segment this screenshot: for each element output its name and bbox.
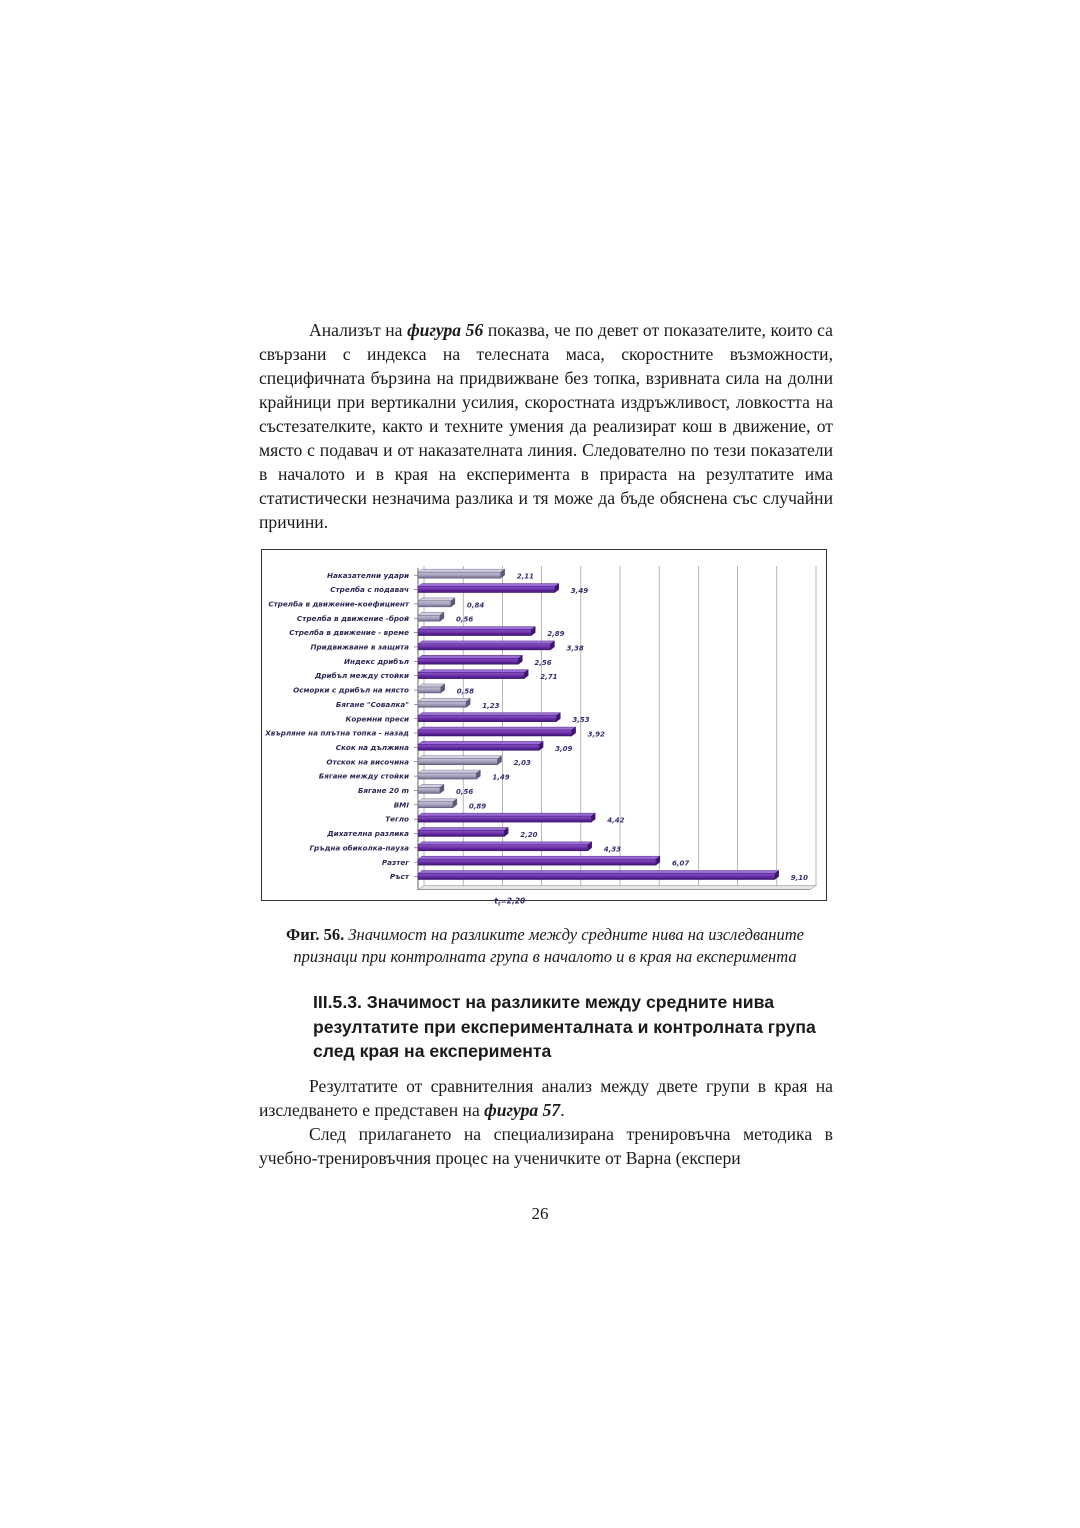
bar	[418, 802, 453, 808]
data-label: 3,09	[555, 744, 573, 753]
data-label: 0,56	[455, 615, 474, 624]
data-label: 1,49	[492, 773, 510, 782]
figure-reference-57: фигура 57	[484, 1100, 561, 1120]
bar-chart	[262, 550, 828, 908]
paragraph-1-text-b: показва, че по девет от показателите, които са свързани с индекса на телесната маса, скоростните възможности, специфичната бързина на придвижване без топка, взривната сила на долни крайници при вертикални усилия, скоростната издръжливост, ловкостта на състезателките, както и техните умения да реализират кош в движение, от място с подавач и от наказателната линия. Следователно по тези показатели в началото и в края на експеримента в прираста на резултатите има статистически незначима разлика и тя може да бъде обяснена със случайни причини.	[259, 320, 833, 532]
bar-top	[418, 584, 559, 587]
category-label: Отскок на височина	[326, 757, 409, 767]
caption-text: Значимост на разликите между средните нива на изследваните признаци при контролната група в началото и в края на експеримента	[293, 925, 804, 966]
category-label: Гръдна обиколка-пауза	[309, 843, 409, 853]
threshold-label-subscript: t	[497, 901, 501, 908]
bar	[418, 830, 504, 836]
bar	[418, 601, 451, 607]
paragraph-1	[259, 318, 833, 534]
category-label: Хвърляне на плътна топка - назад	[265, 728, 409, 738]
paragraph-2-text-b: .	[560, 1100, 565, 1120]
figure-caption	[252, 924, 838, 968]
bar-top	[418, 770, 480, 773]
data-label: 0,58	[456, 687, 475, 696]
category-label: Разтег	[381, 857, 409, 867]
bar	[418, 859, 656, 865]
data-label: 2,71	[540, 673, 558, 682]
bar	[418, 587, 555, 593]
bar-top	[418, 842, 592, 845]
figure-56-chart	[261, 549, 827, 908]
section-heading	[313, 990, 833, 1064]
page-number: 26	[531, 1204, 549, 1223]
heading-line-2: резултатите при експерименталната и контролната група	[313, 1016, 816, 1037]
category-label: Коремни преси	[345, 714, 409, 724]
bar-top	[418, 655, 522, 658]
data-label: 2,03	[513, 759, 531, 768]
threshold-label	[494, 897, 525, 908]
category-label: Бягане "Совалка"	[335, 699, 409, 709]
bar	[418, 716, 556, 722]
data-label: 4,33	[603, 845, 622, 854]
bar	[418, 816, 591, 822]
category-label: Бягане между стойки	[318, 771, 409, 781]
heading-line-1: III.5.3. Значимост на разликите между средните нива	[313, 992, 774, 1012]
data-label: 0,56	[455, 787, 474, 796]
bar-top	[418, 741, 543, 744]
category-label: Скок на дължина	[335, 742, 409, 752]
data-label: 3,92	[587, 730, 605, 739]
bar	[418, 658, 518, 664]
bar	[418, 615, 440, 621]
category-label: Наказателни удари	[327, 570, 409, 580]
category-label: Ръст	[389, 872, 409, 882]
bar-top	[418, 698, 470, 701]
data-label: 2,20	[520, 830, 538, 839]
bar-top	[418, 641, 554, 644]
bar	[418, 759, 498, 765]
data-label: 3,38	[566, 644, 584, 653]
bar-top	[418, 612, 444, 615]
figure-reference: фигура 56	[407, 320, 484, 340]
category-label: Индекс дрибъл	[344, 656, 409, 666]
heading-line-3: след края на експеримента	[313, 1041, 552, 1061]
paragraph-1-text-a: Анализът на	[309, 320, 408, 340]
category-label: Дихателна разлика	[327, 829, 409, 839]
bar	[418, 644, 550, 650]
bar	[418, 701, 466, 707]
bar	[418, 787, 440, 793]
bar	[418, 874, 775, 880]
bar-top	[418, 569, 505, 572]
bar	[418, 845, 588, 851]
category-label: BMI	[393, 800, 409, 810]
bar-top	[418, 627, 535, 630]
bar	[418, 744, 539, 750]
data-label: 4,42	[607, 816, 625, 825]
bar	[418, 630, 531, 636]
category-label: Стрелба с подавач	[330, 585, 409, 595]
caption-label: Фиг. 56.	[286, 925, 345, 944]
threshold-label-value: =2,20	[500, 896, 526, 906]
bar-top	[418, 670, 528, 673]
bar	[418, 673, 524, 679]
category-label: Дрибъл между стойки	[315, 671, 409, 681]
bar	[418, 572, 501, 578]
bar-top	[418, 856, 660, 859]
category-label: Придвижване в защита	[310, 642, 409, 652]
bar	[418, 773, 476, 779]
paragraph-2	[259, 1074, 833, 1122]
data-label: 6,07	[671, 859, 690, 868]
bar-top	[418, 684, 445, 687]
category-label: Стрелба в движение-коефициент	[268, 599, 409, 609]
data-label: 0,89	[468, 802, 487, 811]
bar-top	[418, 799, 457, 802]
bar-top	[418, 784, 444, 787]
data-label: 2,56	[534, 658, 552, 667]
paragraph-results	[259, 1074, 833, 1170]
data-label: 0,84	[466, 601, 485, 610]
bar-top	[418, 813, 595, 816]
category-label: Осморки с дрибъл на място	[293, 685, 409, 695]
bar	[418, 730, 572, 736]
chart-floor	[418, 886, 816, 890]
data-label: 2,11	[516, 572, 534, 581]
category-label: Стрелба в движение - време	[289, 628, 409, 638]
threshold-label-t: t	[494, 896, 498, 906]
bar-top	[418, 598, 455, 601]
paragraph-3: След прилагането на специализирана тренировъчна методика в учебно-тренировъчния процес на ученичките от Варна (експери	[259, 1124, 833, 1168]
bar-top	[418, 727, 576, 730]
category-label: Бягане 20 m	[357, 786, 409, 796]
data-label: 2,89	[547, 630, 565, 639]
category-label: Тегло	[385, 814, 409, 824]
bar-top	[418, 756, 502, 759]
paragraph-analysis	[259, 318, 833, 534]
data-label: 3,49	[570, 587, 589, 596]
bar-top	[418, 871, 779, 874]
data-label: 1,23	[482, 701, 500, 710]
data-label: 3,53	[572, 716, 590, 725]
bar-top	[418, 713, 560, 716]
paragraph-2-text-a: Резултатите от сравнителния анализ между двете групи в края на изследването е представен на	[259, 1076, 833, 1120]
bar-top	[418, 827, 508, 830]
data-label: 9,10	[790, 874, 809, 883]
category-label: Стрелба в движение -брой	[296, 613, 409, 623]
bar	[418, 687, 441, 693]
